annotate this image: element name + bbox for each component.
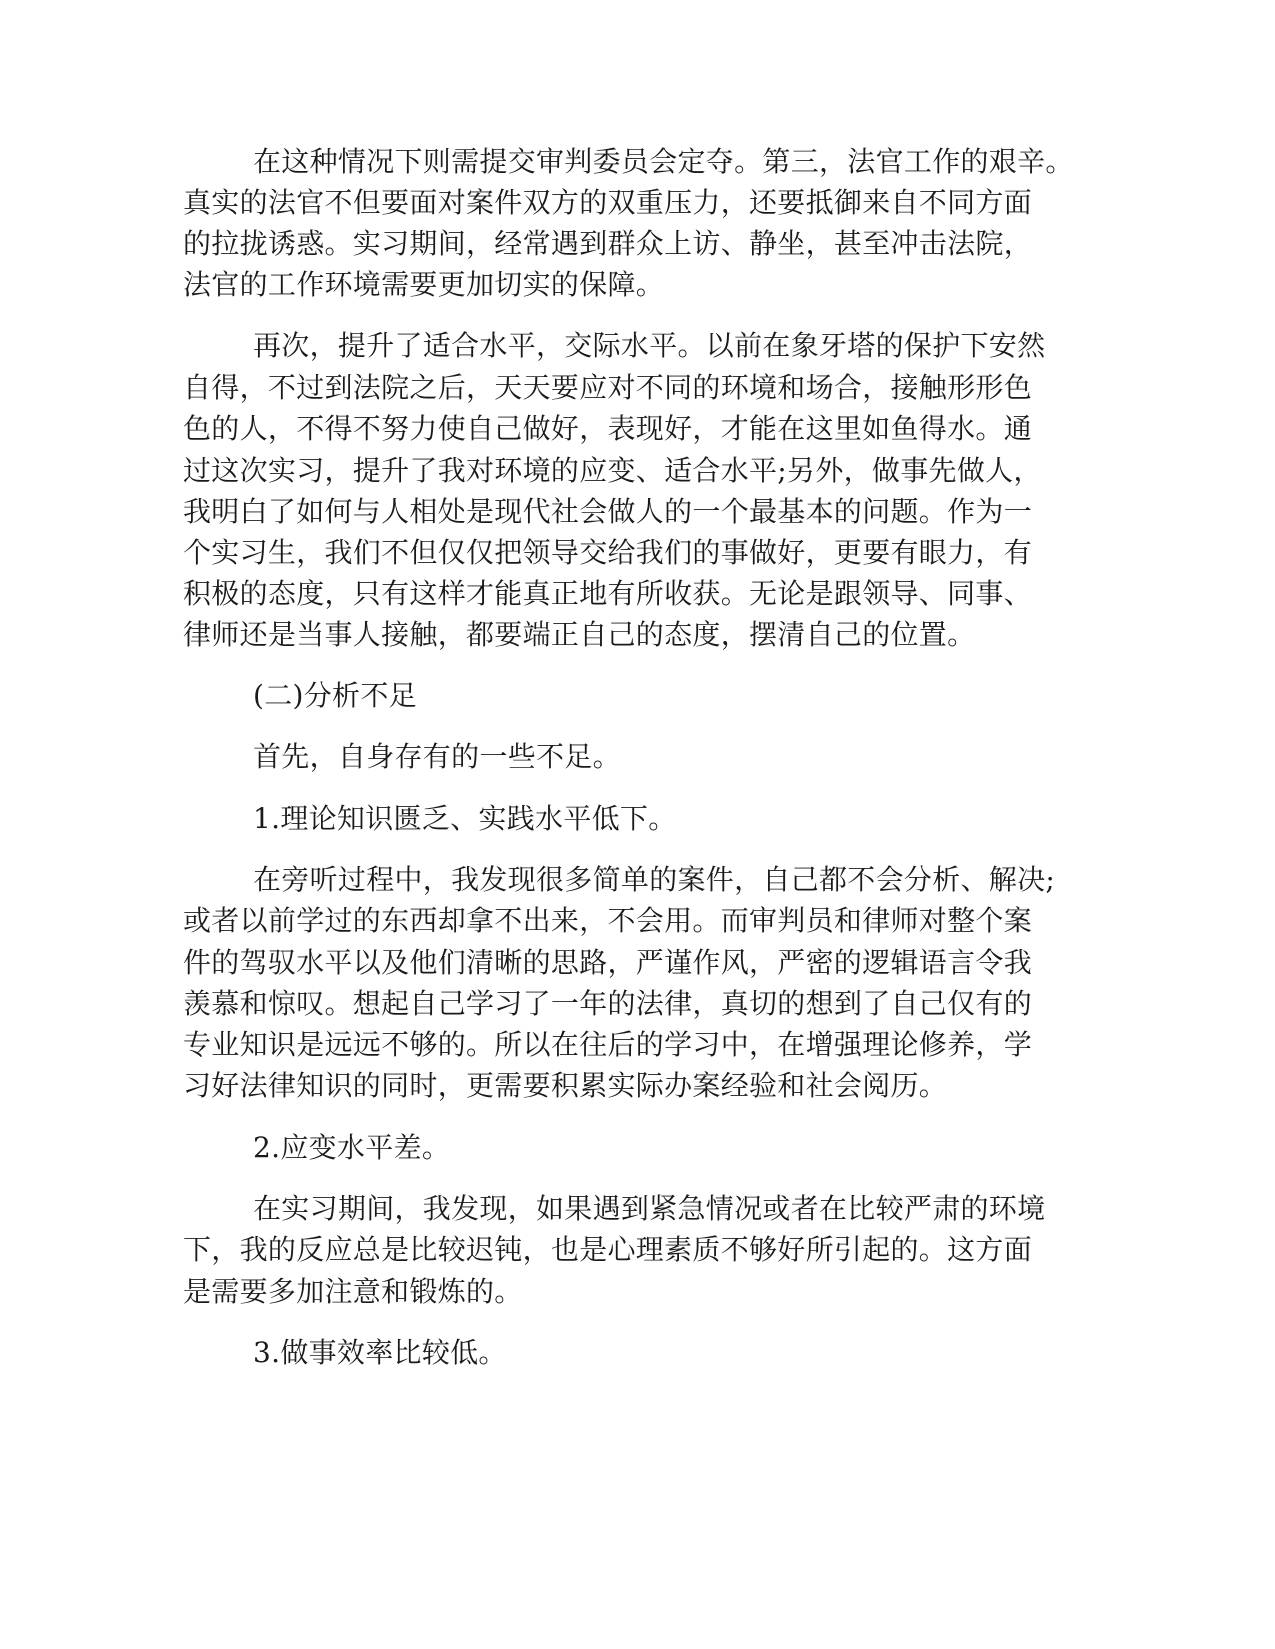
text-line: 真实的法官不但要面对案件双方的双重压力，还要抵御来自不同方面 [183,186,1033,219]
section-heading-text: (二)分析不足 [253,679,417,712]
text-line: 积极的态度，只有这样才能真正地有所收获。无论是跟领导、同事、 [183,577,1033,610]
text-line: 自得，不过到法院之后，天天要应对不同的环境和场合，接触形形色 [183,371,1033,404]
text-line: 我明白了如何与人相处是现代社会做人的一个最基本的问题。作为一 [183,495,1033,528]
text-line: 个实习生，我们不但仅仅把领导交给我们的事做好，更要有眼力，有 [183,536,1033,569]
text-line: 法官的工作环境需要更加切实的保障。 [183,268,665,301]
text-line: 首先，自身存有的一些不足。 [253,740,621,773]
subheading-text: 1.理论知识匮乏、实践水平低下。 [253,802,677,835]
text-line: 下，我的反应总是比较迟钝，也是心理素质不够好所引起的。这方面 [183,1233,1033,1266]
text-line: 色的人，不得不努力使自己做好，表现好，才能在这里如鱼得水。通 [183,412,1033,445]
text-line: 再次，提升了适合水平，交际水平。以前在象牙塔的保护下安然 [253,329,1046,362]
text-line: 过这次实习，提升了我对环境的应变、适合水平;另外，做事先做人， [183,454,1042,487]
text-line: 或者以前学过的东西却拿不出来，不会用。而审判员和律师对整个案 [183,904,1033,937]
text-line: 专业知识是远远不够的。所以在往后的学习中，在增强理论修养，学 [183,1028,1033,1061]
subheading-text: 3.做事效率比较低。 [253,1336,507,1369]
text-line: 的拉拢诱惑。实习期间，经常遇到群众上访、静坐，甚至冲击法院， [183,227,1033,260]
text-line: 是需要多加注意和锻炼的。 [183,1275,523,1308]
text-line: 在实习期间，我发现，如果遇到紧急情况或者在比较严肃的环境 [253,1192,1046,1225]
text-line: 习好法律知识的同时，更需要积累实际办案经验和社会阅历。 [183,1069,948,1102]
subheading-text: 2.应变水平差。 [253,1131,451,1164]
text-line: 在这种情况下则需提交审判委员会定夺。第三，法官工作的艰辛。 [253,145,1074,178]
text-line: 羡慕和惊叹。想起自己学习了一年的法律，真切的想到了自己仅有的 [183,987,1033,1020]
text-line: 在旁听过程中，我发现很多简单的案件，自己都不会分析、解决; [253,863,1056,896]
text-line: 律师还是当事人接触，都要端正自己的态度，摆清自己的位置。 [183,618,976,651]
text-line: 件的驾驭水平以及他们清晰的思路，严谨作风，严密的逻辑语言令我 [183,946,1033,979]
